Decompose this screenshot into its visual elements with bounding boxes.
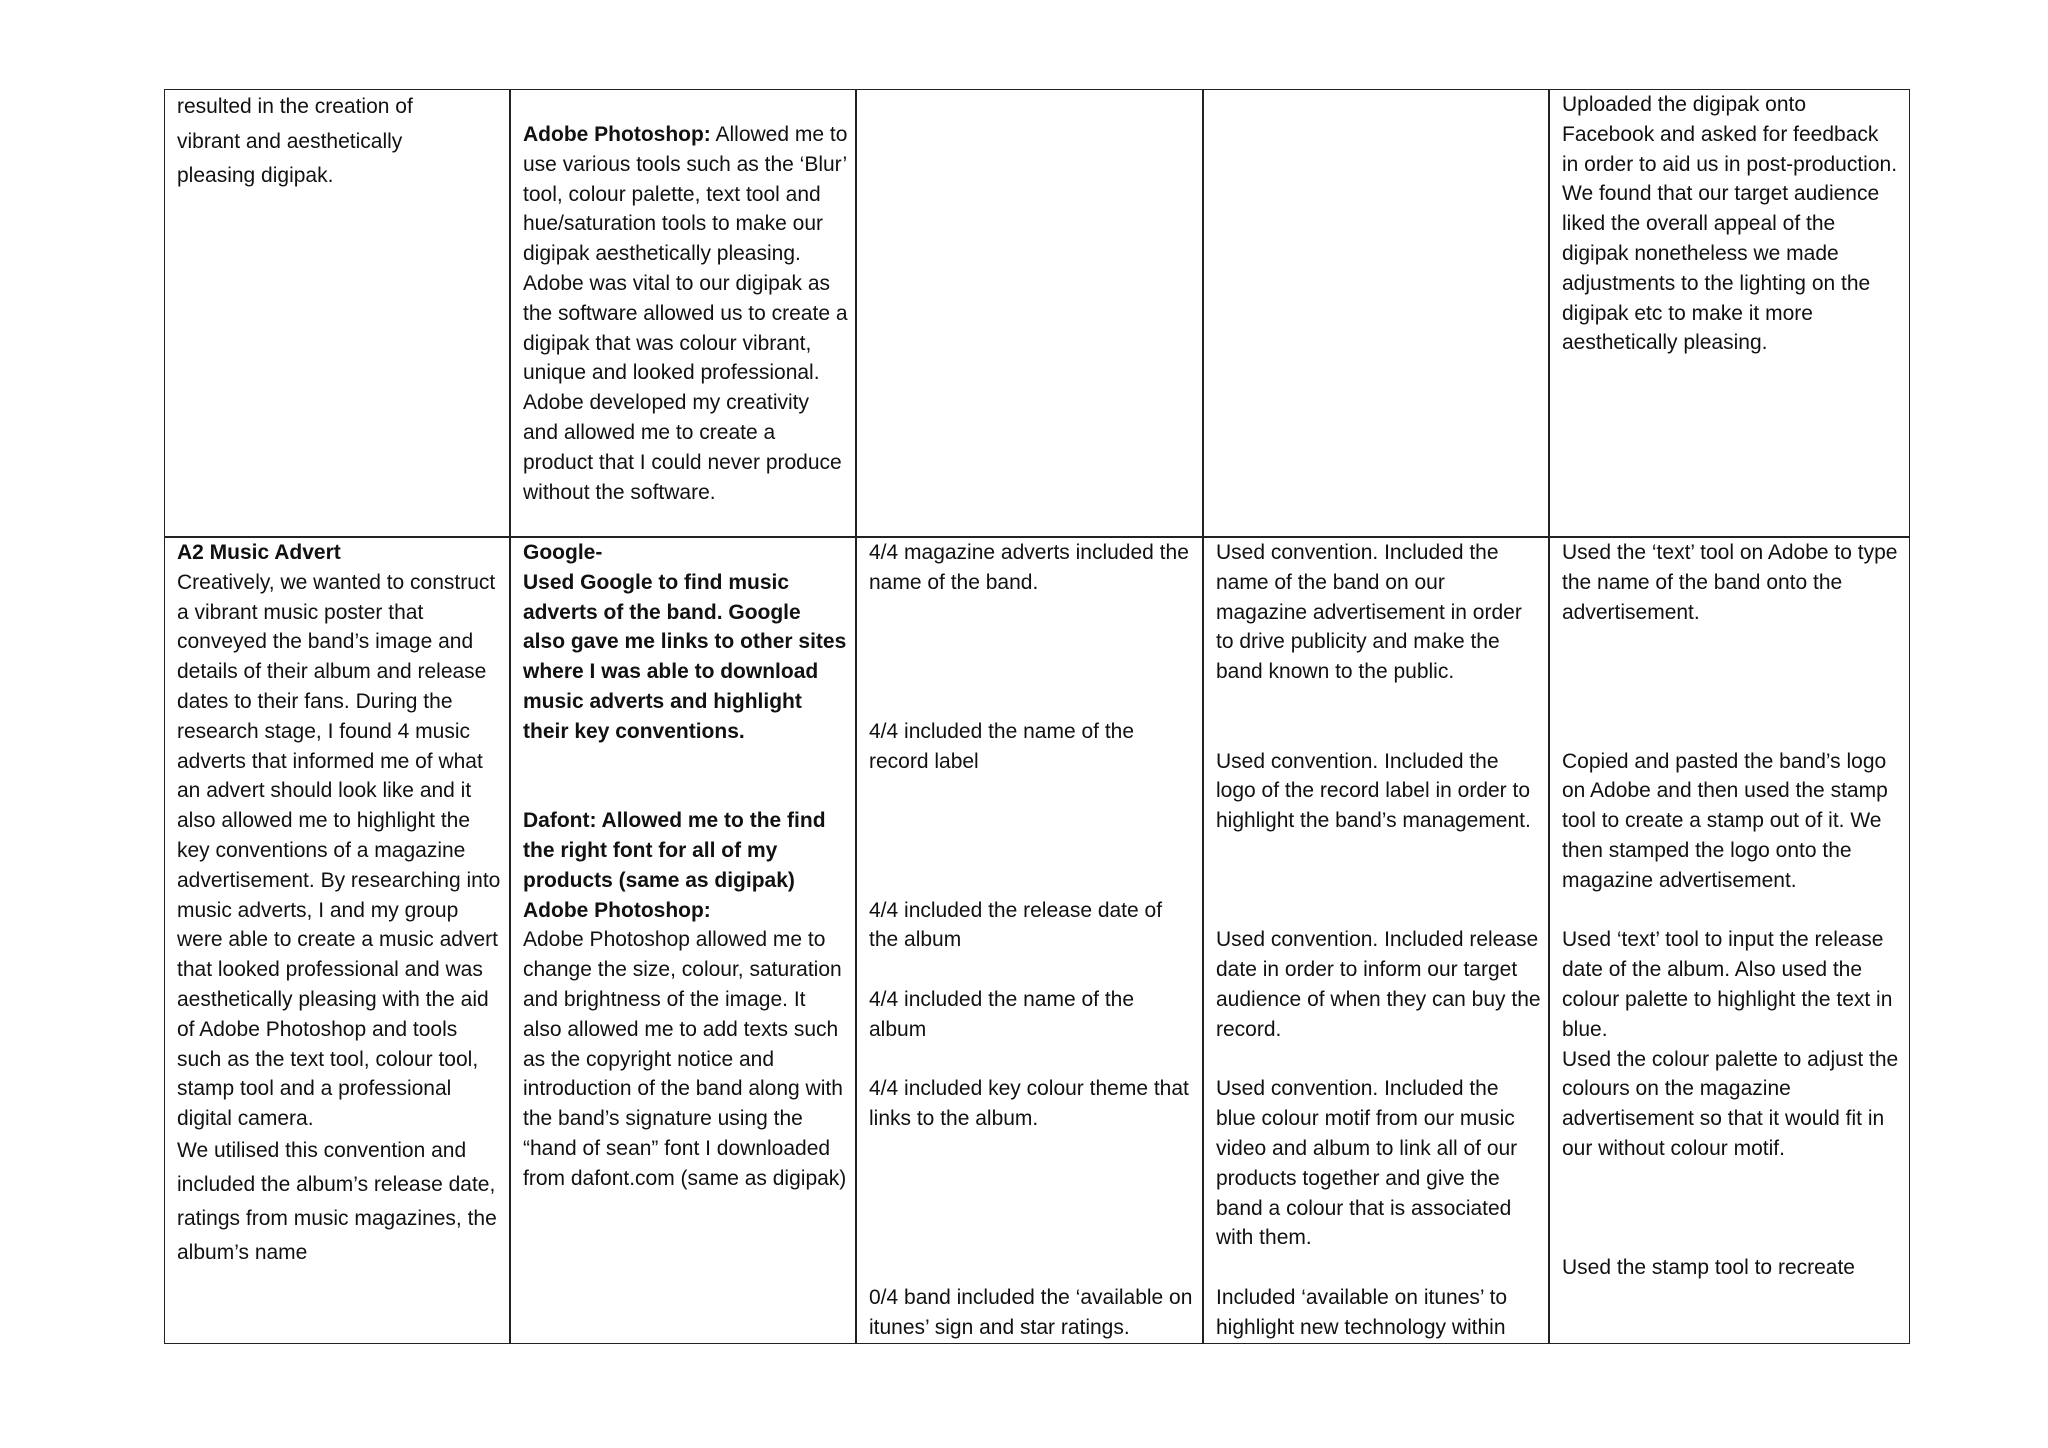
row2-col2-adobe-heading: Adobe Photoshop: (523, 898, 711, 922)
row2-col3-item: 4/4 included key colour theme that links to the album. (869, 1077, 1189, 1131)
row2-col4-item: Used convention. Included the name of the band on our magazine advertisement in order to drive publicity and make the band known to the public. (1216, 541, 1522, 684)
row2-col3-item: 4/4 included the name of the record label (869, 719, 1135, 773)
row2-col3-item: 4/4 included the release date of the album (869, 898, 1163, 952)
row2-col1-heading: A2 Music Advert (177, 541, 341, 564)
row1-col2-cell (510, 120, 856, 507)
row2-col5-item: Used the colour palette to adjust the colours on the magazine advertisement so that it would fit in our without colour motif. (1562, 1047, 1899, 1160)
row2-col2-google-text: Used Google to find music adverts of the band. Google also gave me links to other sites where I was able to download music adverts and highlight their key conventions. (523, 570, 847, 743)
row2-col5-item: Used the stamp tool to recreate (1562, 1256, 1855, 1280)
row2-col5-cell (1549, 538, 1910, 1283)
row2-col4-item: Used convention. Included the logo of the record label in order to highlight the band’s management. (1216, 749, 1531, 833)
row2-col4-cell (1203, 538, 1549, 1343)
row1-col1-text: resulted in the creation of vibrant and aesthetically pleasing digipak. (177, 95, 413, 187)
row2-col1-text2: We utilised this convention and included the album’s release date, ratings from music magazines, the album’s name (177, 1138, 497, 1264)
row2-col3-cell (856, 538, 1203, 1343)
row2-col4-item: Used convention. Included release date in order to inform our target audience of when they can buy the record. (1216, 928, 1541, 1041)
row1-col1-cell (164, 90, 464, 194)
row2-col4-item: Included ‘available on itunes’ to highlight new technology within (1216, 1285, 1508, 1339)
row2-col5-item: Used ‘text’ tool to input the release date of the album. Also used the colour palette to highlight the text in blue. (1562, 928, 1893, 1041)
row1-col2-text: Allowed me to use various tools such as the ‘Blur’ tool, colour palette, text tool and hue/saturation tools to make our digipak aesthetically pleasing. Adobe was vital to our digipak as the software allowed us to create a digipak that was colour vibrant, unique and looked professional. Adobe developed my creativity and allowed me to create a product that I could never produce without the software. (523, 123, 848, 504)
row1-col5-text: Uploaded the digipak onto Facebook and asked for feedback in order to aid us in post-production. We found that our target audience liked the overall appeal of the digipak nonetheless we made adjustments to the lighting on the digipak etc to make it more aesthetically pleasing. (1562, 93, 1898, 355)
row2-col3-item: 0/4 band included the ‘available on itunes’ sign and star ratings. (869, 1285, 1193, 1339)
row2-col3-item: 4/4 included the name of the album (869, 987, 1135, 1041)
row2-col2-cell (510, 538, 856, 1194)
row2-col4-item: Used convention. Included the blue colour motif from our music video and album to link all of our products together and give the band a colour that is associated with them. (1216, 1077, 1518, 1250)
row2-col5-item: Used the ‘text’ tool on Adobe to type the name of the band onto the advertisement. (1562, 541, 1898, 624)
row1-col5-cell (1549, 90, 1910, 358)
row2-col1-text: Creatively, we wanted to construct a vibrant music poster that conveyed the band’s image and details of their album and release dates to their fans. During the research stage, I found 4 music adverts that informed me of what an advert should look like and it also allowed me to highlight the key conventions of a magazine advertisement. By researching into music adverts, I and my group were able to create a music advert that looked professional and was aesthetically pleasing with the aid of Adobe Photoshop and tools such as the text tool, colour tool, stamp tool and a professional digital camera. (177, 570, 501, 1131)
row2-col2-adobe-text: Adobe Photoshop allowed me to change the size, colour, saturation and brightness of the image. It also allowed me to add texts such as the copyright notice and introduction of the band along with the band’s signature using the “hand of sean” font I downloaded from dafont.com (same as digipak) (523, 928, 847, 1190)
row2-col3-item: 4/4 magazine adverts included the name of the band. (869, 541, 1189, 594)
row2-col2-google-heading: Google- (523, 541, 603, 564)
row2-col2-dafont: Dafont: Allowed me to the find the right font for all of my products (same as digipak) (523, 809, 826, 892)
row1-col2-heading: Adobe Photoshop: (523, 123, 711, 146)
row2-col1-cell (164, 538, 510, 1270)
row2-col5-item: Copied and pasted the band’s logo on Adobe and then used the stamp tool to create a stamp out of it. We then stamped the logo onto the magazine advertisement. (1562, 749, 1888, 892)
